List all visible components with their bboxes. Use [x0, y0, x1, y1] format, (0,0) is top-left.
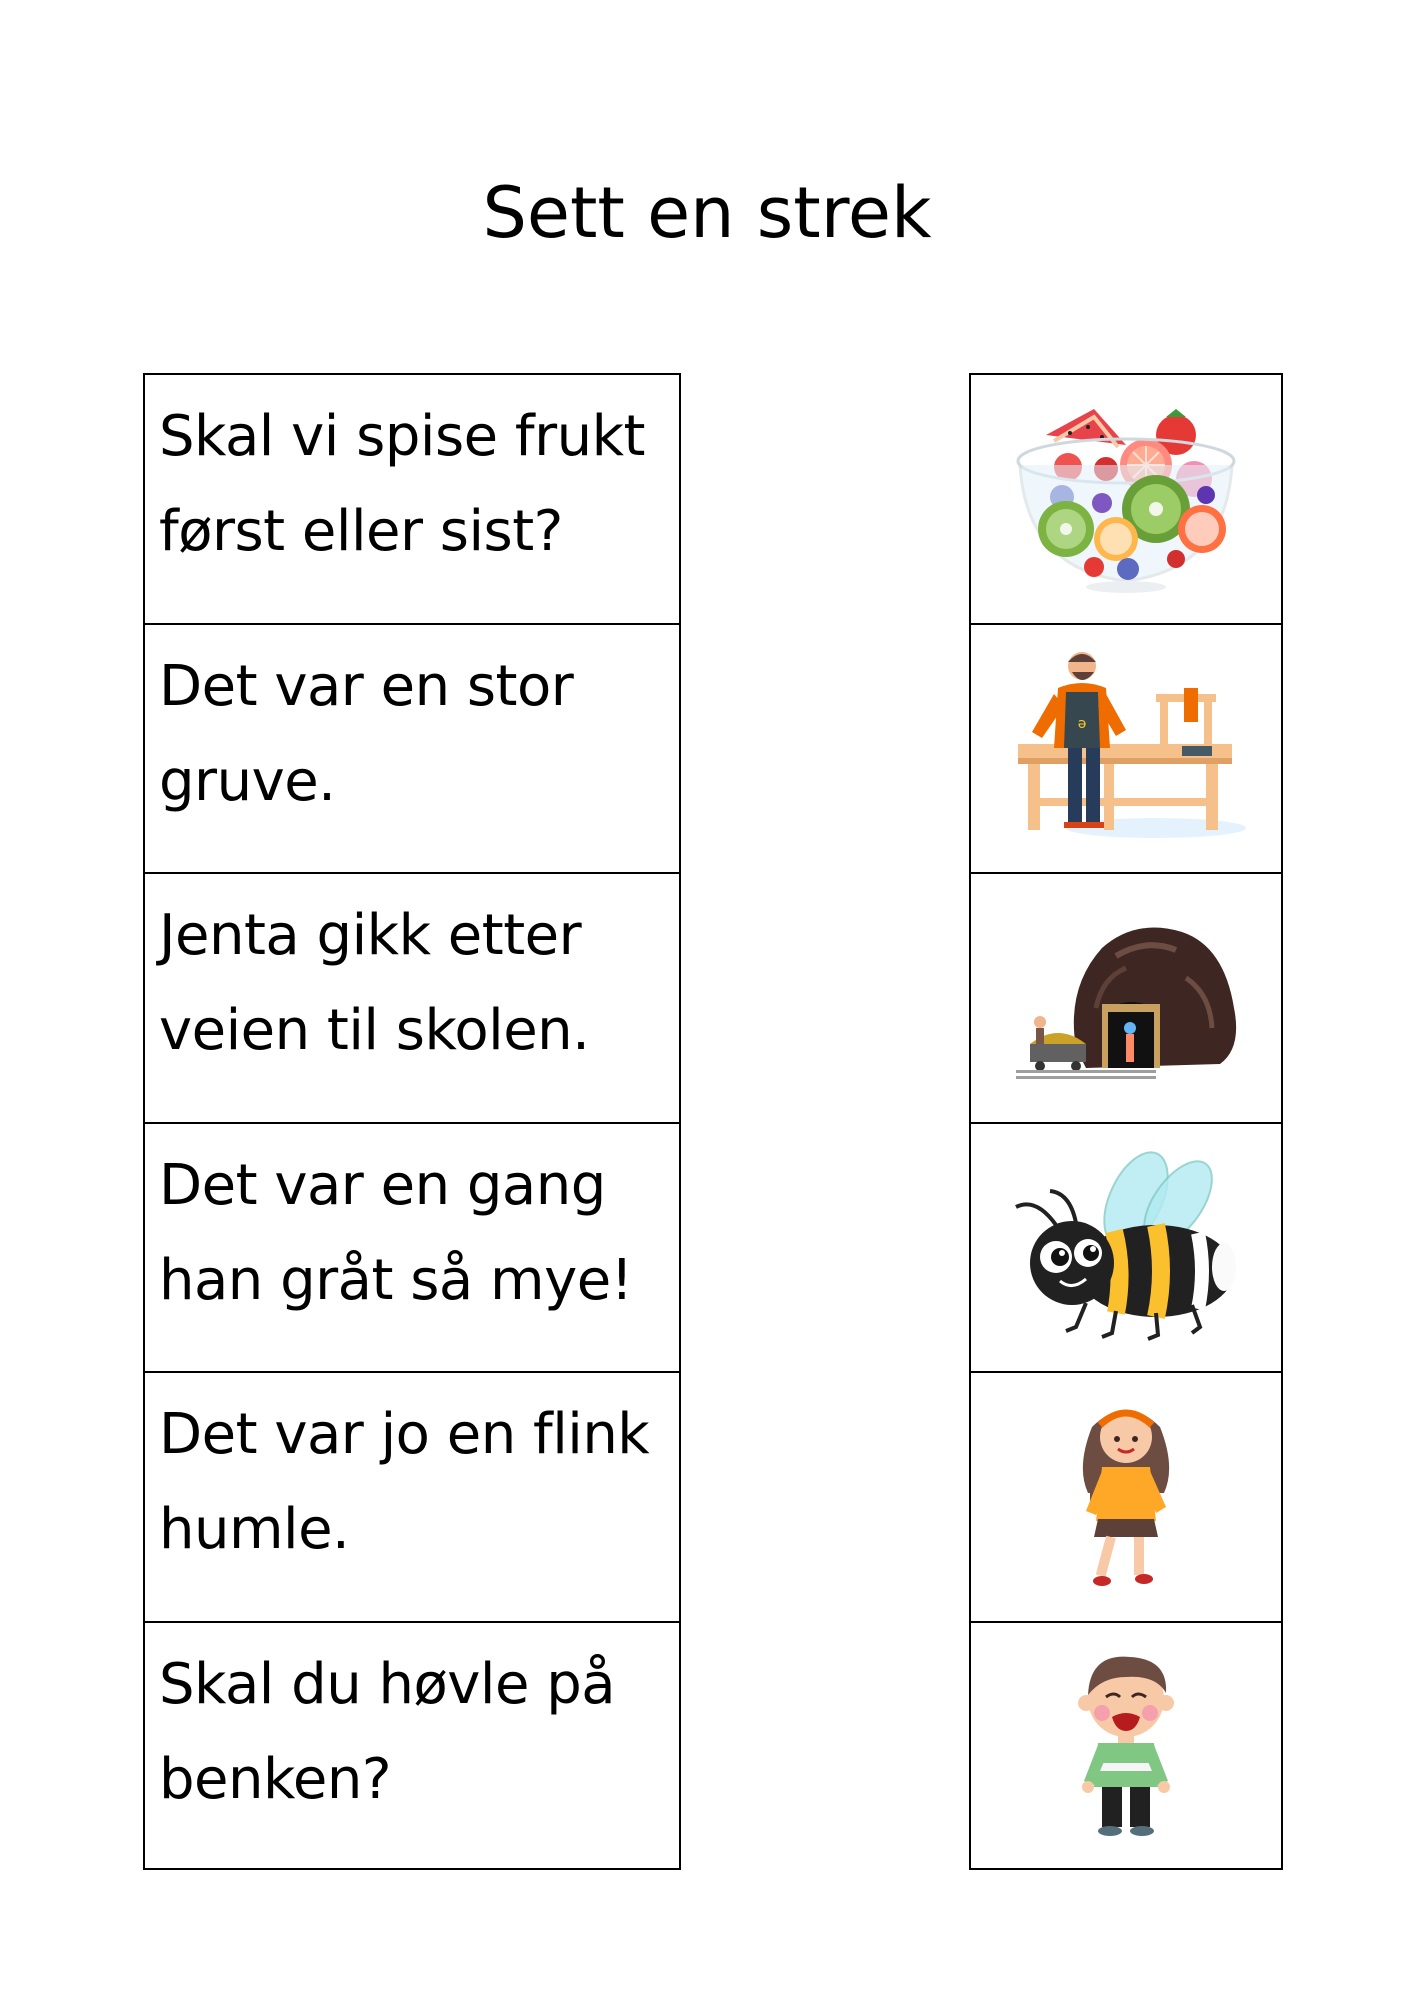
sentence-cell[interactable] [145, 874, 679, 1124]
sentence-line: Det var en stor [159, 653, 574, 719]
picture-cell[interactable] [971, 1623, 1281, 1873]
sentence-cell[interactable] [145, 1373, 679, 1623]
page-title: Sett en strek [482, 172, 932, 254]
sentence-cell[interactable] [145, 1623, 679, 1873]
sentence-line: Skal vi spise frukt [159, 404, 645, 469]
sentence-line: Det var jo en flink [159, 1402, 650, 1467]
sentence-cell[interactable] [145, 1124, 679, 1374]
sentence-line: Det var en gang [159, 1152, 606, 1218]
picture-cell[interactable] [971, 874, 1281, 1124]
fruit-bowl-icon [1006, 399, 1246, 599]
picture-cell[interactable] [971, 375, 1281, 625]
sentence-line: først eller sist? [159, 499, 563, 564]
picture-cell[interactable] [971, 1373, 1281, 1623]
svg-text:ə: ə [1077, 716, 1087, 733]
sentence-line: humle. [159, 1497, 350, 1562]
sentence-cell[interactable] [145, 625, 679, 875]
carpenter-workbench-icon [1006, 648, 1246, 848]
sentence-column [143, 373, 681, 1870]
crying-boy-icon [1006, 1647, 1246, 1847]
bumblebee-icon [1006, 1147, 1246, 1347]
picture-cell[interactable] [971, 625, 1281, 875]
sentence-line: Skal du høvle på [159, 1651, 616, 1717]
mine-icon [1006, 898, 1246, 1098]
picture-cell[interactable] [971, 1124, 1281, 1374]
sentence-line: benken? [159, 1746, 392, 1812]
picture-column [969, 373, 1283, 1870]
sentence-line: Jenta gikk etter [159, 903, 582, 968]
sentence-line: veien til skolen. [159, 998, 590, 1063]
sentence-cell[interactable] [145, 375, 679, 625]
sentence-line: gruve. [159, 748, 336, 814]
sentence-line: han gråt så mye! [159, 1247, 633, 1313]
walking-girl-icon [1006, 1397, 1246, 1597]
